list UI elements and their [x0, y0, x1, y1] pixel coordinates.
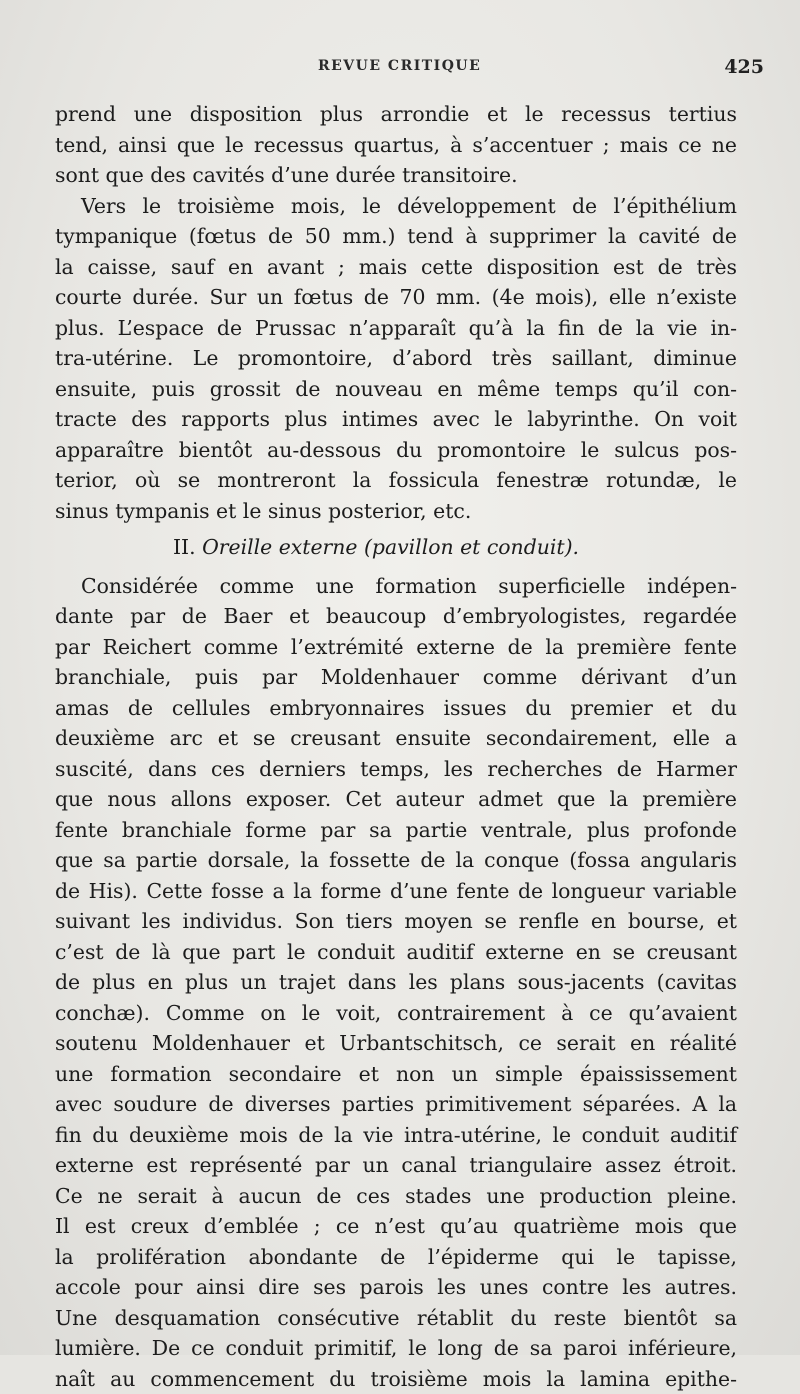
text-line: Ce ne serait à aucun de ces stades une production pleine.	[55, 1181, 737, 1212]
text-line: une formation secondaire et non un simple épaississement	[55, 1059, 737, 1090]
text-line: lumière. De ce conduit primitif, le long de sa paroi inférieure,	[55, 1333, 737, 1364]
text-line: amas de cellules embryonnaires issues du premier et du	[55, 693, 737, 724]
section-heading	[55, 532, 737, 563]
text-line: la caisse, sauf en avant ; mais cette disposition est de très	[55, 252, 737, 283]
text-line: deuxième arc et se creusant ensuite secondairement, elle a	[55, 723, 737, 754]
text-line: naît au commencement du troisième mois la lamina epithe-	[55, 1364, 737, 1394]
text-line: Il est creux d’emblée ; ce n’est qu’au quatrième mois que	[55, 1211, 737, 1242]
text-line: branchiale, puis par Moldenhauer comme dérivant d’un	[55, 662, 737, 693]
text-line: que sa partie dorsale, la fossette de la conque (fossa angularis	[55, 845, 737, 876]
text-line: tracte des rapports plus intimes avec le labyrinthe. On voit	[55, 404, 737, 435]
running-title: REVUE CRITIQUE	[318, 58, 481, 74]
text-line: Vers le troisième mois, le développement de l’épithélium	[55, 191, 737, 222]
text-line: terior, où se montreront la fossicula fenestræ rotundæ, le	[55, 465, 737, 496]
text-line: de His). Cette fosse a la forme d’une fente de longueur variable	[55, 876, 737, 907]
running-head	[0, 56, 800, 80]
text-line: accole pour ainsi dire ses parois les unes contre les autres.	[55, 1272, 737, 1303]
text-line: la prolifération abondante de l’épiderme qui le tapisse,	[55, 1242, 737, 1273]
text-line: que nous allons exposer. Cet auteur admet que la première	[55, 784, 737, 815]
section-title: Oreille externe (pavillon et conduit).	[202, 535, 579, 559]
text-line: par Reichert comme l’extrémité externe de la première fente	[55, 632, 737, 663]
text-line: tympanique (fœtus de 50 mm.) tend à supprimer la cavité de	[55, 221, 737, 252]
text-line: sinus tympanis et le sinus posterior, etc.	[55, 496, 737, 527]
paragraph-3	[55, 571, 737, 1394]
text-line: sont que des cavités d’une durée transitoire.	[55, 160, 737, 191]
page-number: 425	[724, 56, 764, 78]
text-line: Une desquamation consécutive rétablit du reste bientôt sa	[55, 1303, 737, 1334]
text-line: c’est de là que part le conduit auditif externe en se creusant	[55, 937, 737, 968]
text-line: ensuite, puis grossit de nouveau en même temps qu’il con-	[55, 374, 737, 405]
text-line: Considérée comme une formation superficielle indépen-	[55, 571, 737, 602]
text-line: fente branchiale forme par sa partie ventrale, plus profonde	[55, 815, 737, 846]
text-line: conchæ). Comme on le voit, contrairement à ce qu’avaient	[55, 998, 737, 1029]
text-line: prend une disposition plus arrondie et le recessus tertius	[55, 99, 737, 130]
text-line: de plus en plus un trajet dans les plans sous-jacents (cavitas	[55, 967, 737, 998]
text-line: courte durée. Sur un fœtus de 70 mm. (4e mois), elle n’existe	[55, 282, 737, 313]
paragraph-1	[55, 99, 737, 191]
text-line: apparaître bientôt au-dessous du promontoire le sulcus pos-	[55, 435, 737, 466]
text-line: tra-utérine. Le promontoire, d’abord très saillant, diminue	[55, 343, 737, 374]
paragraph-2	[55, 191, 737, 527]
text-line: soutenu Moldenhauer et Urbantschitsch, ce serait en réalité	[55, 1028, 737, 1059]
text-line: externe est représenté par un canal triangulaire assez étroit.	[55, 1150, 737, 1181]
section-number: II.	[173, 535, 196, 559]
text-line: plus. L’espace de Prussac n’apparaît qu’à la fin de la vie in-	[55, 313, 737, 344]
text-line: dante par de Baer et beaucoup d’embryologistes, regardée	[55, 601, 737, 632]
text-line: avec soudure de diverses parties primitivement séparées. A la	[55, 1089, 737, 1120]
text-line: tend, ainsi que le recessus quartus, à s’accentuer ; mais ce ne	[55, 130, 737, 161]
text-line: suscité, dans ces derniers temps, les recherches de Harmer	[55, 754, 737, 785]
text-line: suivant les individus. Son tiers moyen se renfle en bourse, et	[55, 906, 737, 937]
text-line: fin du deuxième mois de la vie intra-utérine, le conduit auditif	[55, 1120, 737, 1151]
body-text	[55, 99, 737, 1394]
